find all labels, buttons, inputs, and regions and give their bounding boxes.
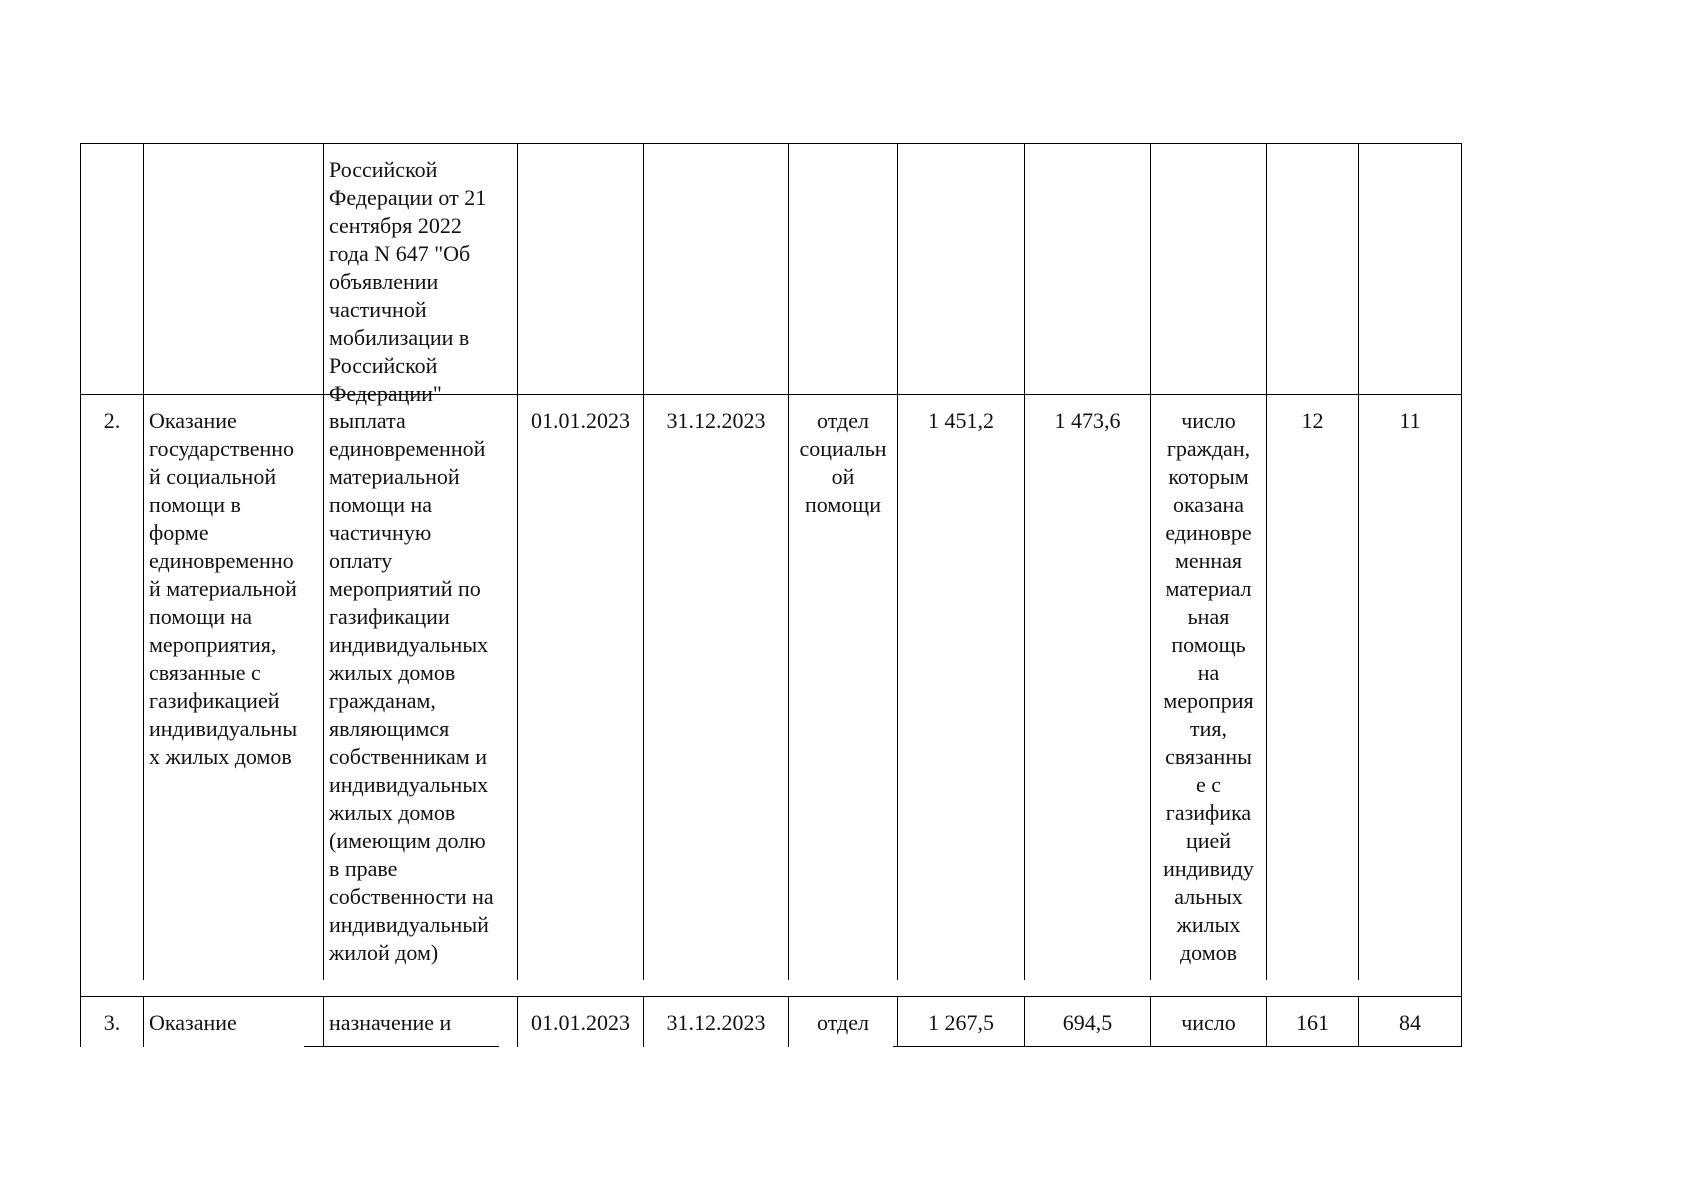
col-border-2-r3 (323, 996, 324, 1047)
col-border-2-r1 (323, 143, 324, 395)
col-border-0-r1 (80, 143, 81, 395)
row-2-basis-cell: выплата единовременной материальной помощи на частичную оплату мероприятий по газификации индивидуальных жилых домов гражданам, являющимся собственникам и индивидуальных жилых домов (имеющим долю в праве собственности на индивидуальный жилой дом) (329, 408, 494, 965)
row-3-basis-cell: назначение и (329, 1010, 452, 1035)
col-border-6-r1 (897, 143, 898, 395)
row-3-name-cell: Оказание (149, 1010, 237, 1035)
row-3-bottom-border-plan (893, 1046, 1462, 1047)
row-3-top-border (80, 996, 1462, 997)
col-border-5-r1 (788, 143, 789, 395)
col-border-4-r1 (643, 143, 644, 395)
col-border-7-r1 (1024, 143, 1025, 395)
col-border-11-r3 (1461, 996, 1462, 1047)
row-2-end-date-cell: 31.12.2023 (666, 408, 766, 433)
col-border-2-r2 (323, 394, 324, 980)
row-3-indicator-fact-cell: 84 (1399, 1010, 1421, 1035)
row-2-indicator-fact-cell: 11 (1399, 408, 1421, 433)
col-border-10-r1 (1358, 143, 1359, 395)
col-border-9-r1 (1266, 143, 1267, 395)
col-border-3-r1 (517, 143, 518, 395)
row-2-planned-amount-cell: 1 451,2 (928, 408, 994, 433)
row-2-indicator-cell: число граждан, которым оказана единовре менная материал ьная помощь на мероприя тия, связанны е с газифика цией индивиду альных жилых домов (1163, 408, 1254, 965)
row-3-actual-amount-cell: 694,5 (1062, 1010, 1113, 1035)
col-border-8-r1 (1150, 143, 1151, 395)
col-border-1-r2 (143, 394, 144, 980)
col-border-11-r1 (1461, 143, 1462, 395)
col-border-4-r2 (643, 394, 644, 980)
col-border-9-r2 (1266, 394, 1267, 980)
col-border-0-r2 (80, 394, 81, 997)
row-2-indicator-plan-cell: 12 (1301, 408, 1324, 433)
row-1-basis-cell: Российской Федерации от 21 сентября 2022 года N 647 "Об объявлении частичной мобилизации в Российской Федерации" (329, 157, 487, 406)
row-2-start-date-cell: 01.01.2023 (531, 408, 630, 433)
row-2-actual-amount-cell: 1 473,6 (1054, 408, 1121, 433)
row-2-executor-cell: отдел социальн ой помощи (799, 408, 887, 517)
row-3-indicator-plan-cell: 161 (1296, 1010, 1329, 1035)
row-3-number-cell: 3. (103, 1010, 121, 1035)
col-border-6-r2 (897, 394, 898, 980)
row-3-end-date-cell: 31.12.2023 (666, 1010, 766, 1035)
row-3-start-date-cell: 01.01.2023 (531, 1010, 630, 1035)
col-border-1-r1 (143, 143, 144, 395)
report-table (80, 143, 1462, 1100)
row-3-executor-cell: отдел (817, 1010, 869, 1035)
row-3-planned-amount-cell: 1 267,5 (928, 1010, 994, 1035)
row-3-indicator-cell: число (1181, 1010, 1236, 1035)
row-2-name-cell: Оказание государственно й социальной помощи в форме единовременно й материальной помощи на мероприятия, связанные с газификацией индивидуальны х жилых домов (149, 408, 298, 769)
row-3-bottom-border-basis (304, 1046, 499, 1047)
col-border-10-r2 (1358, 394, 1359, 980)
table-top-border (80, 143, 1462, 144)
row-1-bottom-border (80, 394, 1462, 395)
col-border-3-r2 (517, 394, 518, 980)
col-border-7-r2 (1024, 394, 1025, 980)
col-border-1-r3 (143, 996, 144, 1047)
col-border-11-r2 (1461, 394, 1462, 997)
row-2-number-cell: 2. (103, 408, 121, 433)
